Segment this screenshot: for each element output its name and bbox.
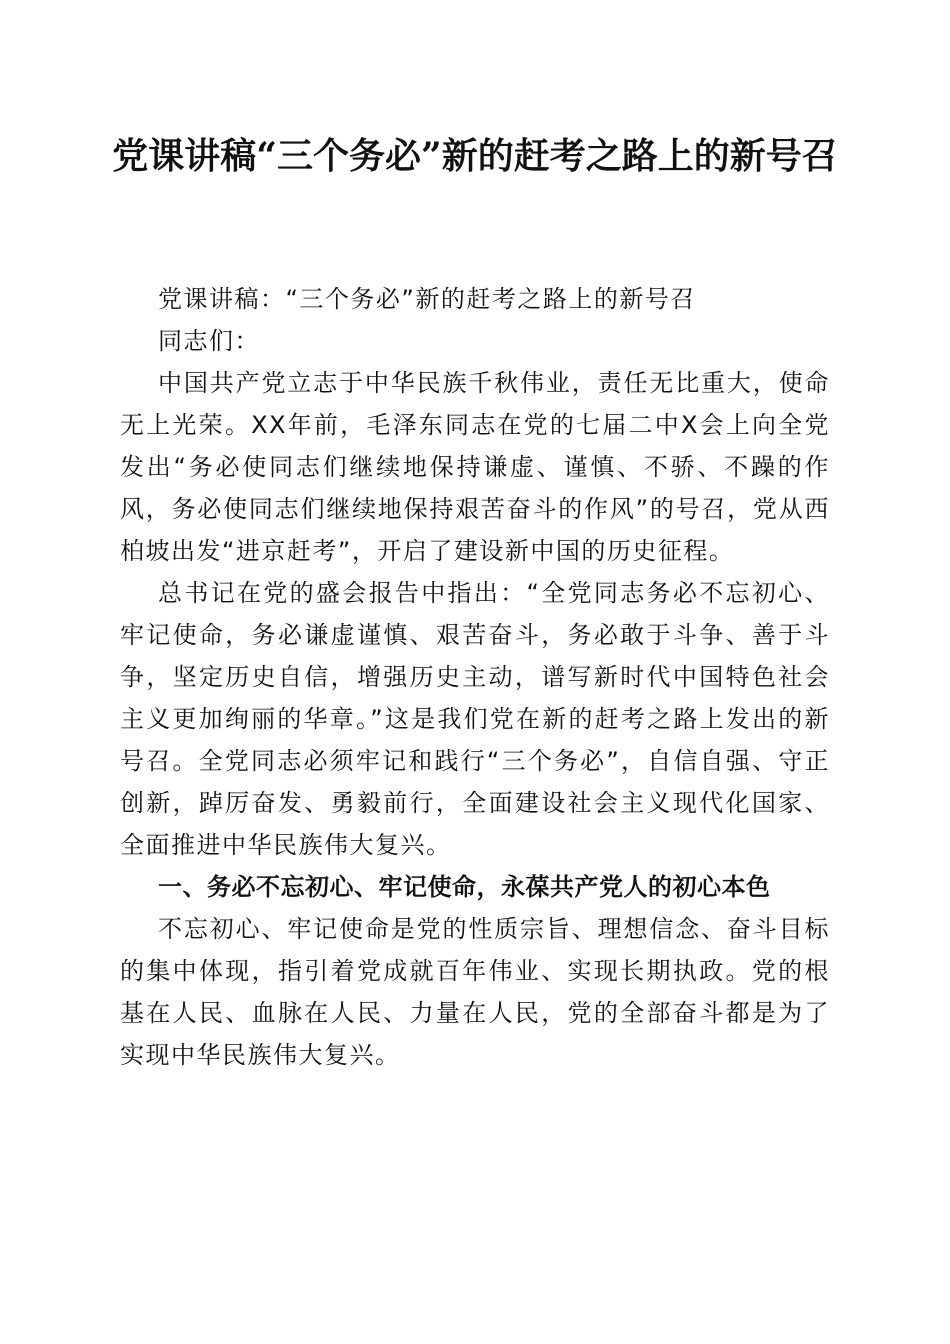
paragraph-intro: 中国共产党立志于中华民族千秋伟业，责任无比重大，使命无上光荣。XX年前，毛泽东同志在党的七届二中X会上向全党发出“务必使同志们继续地保持谦虚、谨慎、不骄、不躁的作风，务必使同志们继续地保持艰苦奋斗的作风”的号召，党从西柏坡出发“进京赶考”，开启了建设新中国的历史征程。 [120,369,830,565]
salutation: 同志们： [158,327,260,355]
paragraph-report-quote: 总书记在党的盛会报告中指出：“全党同志务必不忘初心、牢记使命，务必谦虚谨慎、艰苦奋斗，务必敢于斗争、善于斗争，坚定历史自信，增强历史主动，谱写新时代中国特色社会主义更加绚丽的华章。”这是我们党在新的赶考之路上发出的新号召。全党同志必须牢记和践行“三个务必”，自信自强、守正创新，踔厉奋发、勇毅前行，全面建设社会主义现代化国家、全面推进中华民族伟大复兴。 [120,579,830,859]
document-title: 党课讲稿“三个务必”新的赶考之路上的新号召 [112,135,838,177]
section-paragraph: 不忘初心、牢记使命是党的性质宗旨、理想信念、奋斗目标的集中体现，指引着党成就百年伟业、实现长期执政。党的根基在人民、血脉在人民、力量在人民，党的全部奋斗都是为了实现中华民族伟大复兴。 [120,915,830,1069]
document-subtitle: 党课讲稿：“三个务必”新的赶考之路上的新号召 [158,285,696,313]
document-body [120,278,830,1076]
section-heading: 一、务必不忘初心、牢记使命，永葆共产党人的初心本色 [158,873,771,901]
